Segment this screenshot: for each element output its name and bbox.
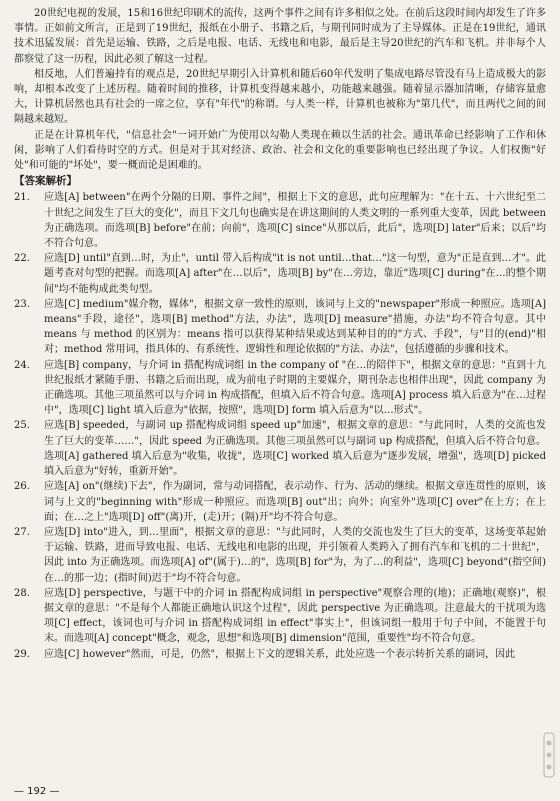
answer-item — [14, 418, 546, 479]
answer-item — [14, 647, 546, 662]
page-number: — 192 — — [14, 786, 60, 797]
answer-number: 22. — [14, 253, 30, 265]
watermark-icon — [542, 731, 556, 779]
answer-text: 应选[A] on"(继续)下去"，作为副词，常与动词搭配，表示动作、行为、活动的继续。根据文章连贯性的原则，该词与上文的"beginning with"形成一种照应。而选项[B] out"出；向外；向室外"选项[C] over"在上方；在上面；在…之上"选项[D] off"(离)开，(走)开；(隔)开"均不符合句意。 — [44, 481, 546, 523]
answer-item — [14, 586, 546, 647]
answer-text: 应选[C] medium"媒介物，媒体"，根据文章一致性的原则，该词与上文的"newspaper"形成一种照应。选项[A] means"手段，途径"，选项[B] method"方法，办法"，选项[D] measure"措施，办法"均不符合句意。其中 means 与 method 的区别为：means 指可以获得某种结果或达到某种目的的"方式、手段"，与"目的(end)"相对；method 常用词，指具体的、有系统性、逻辑性和理论依据的"方法、办法"，包括遵循的步骤和技术。 — [44, 298, 546, 356]
answer-number: 27. — [14, 526, 30, 538]
answer-list — [14, 190, 546, 661]
answer-text: 应选[D] perspective，与题干中的介词 in 搭配构成词组 in perspective"观察合理的(地)；正确地(观察)"，根据文章的意思："不是每个人都能正确地认识这个过程"，因此 perspective 为正确选项。注意最大的干扰项为选项[C] effect，该词也可与介词 in 搭配构成词组 in effect"事实上"，但该词组一般用于句子中间，不能置于句末。而选项[A] concept"概念，观念，思想"和选项[B] dimension"范围，重要性"均不符合句意。 — [44, 587, 546, 645]
passage-paragraph: 相反地，人们普遍持有的观点是，20世纪早期引入计算机和随后60年代发明了集成电路尽管没有马上造成极大的影响，却根本改变了上述历程。随着时间的推移，计算机变得越来越小，功能越来越强。随着显示器加清晰，存储容量愈大，计算机居然也具有社会的一席之位，享有"年代"的称谓。与人类一样，计算机也被称为"第几代"，而且两代之间的间隔越来越短。 — [14, 68, 546, 126]
answer-item — [14, 479, 546, 525]
answer-item — [14, 190, 546, 251]
answer-text: 应选[D] into"进入，到…里面"，根据文章的意思："与此同时，人类的交流也发生了巨大的变革，这场变革起始于运输、铁路，进而导致电报、电话、无线电和电影的出现，并引领着人类跨入了拥有汽车和飞机的二十世纪"，因此 into 为正确选项。而选项[A] of"(属于)…的"，选项[B] for"为，为了…的利益"，选项[C] beyond"(指空间)在…的那一边；(指时间)迟于"均不符合句意。 — [44, 526, 546, 584]
answer-heading: 【答案解析】 — [14, 175, 77, 188]
answer-item — [14, 297, 546, 358]
passage-paragraph: 20世纪电视的发展，15和16世纪印刷术的流传，这两个事件之间有许多相似之处。在前后这段时间内却发生了许多事情。正如前文所言，正是到了19世纪，报纸在小册子、书籍之后，与期刊同时成为了主导媒体。正是在19世纪，通讯技术迅猛发展：首先是运输、铁路，之后是电报、电话、无线电和电影，最后是主导20世纪的汽车和飞机。并非每个人都察觉了这一历程，因此必须了解这一过程。 — [14, 8, 546, 65]
answer-text: 应选[A] between"在两个分隔的日期、事件之间"，根据上下文的意思，此句应理解为："在十五、十六世纪至二十世纪之间发生了巨大的变化"，而且下文几句也确实是在讲这期间的人类文明的一系列重大变革，因此 between 为正确选项。而选项[B] before"在前；向前"，选项[C] since"从那以后，此后"，选项[D] later"后来；以后"均不符合句意。 — [44, 192, 546, 250]
answer-number: 23. — [14, 298, 30, 310]
answer-number: 28. — [14, 587, 30, 599]
answer-text: 应选[B] company，与介词 in 搭配构成词组 in the company of "在…的陪伴下"，根据文章的意思："直到十九世纪报纸才紧随手册、书籍之后而出现，成为前电子时期的主要媒介，期刊杂志也相伴出现"，因此 company 为正确选项。其他三项虽然可以与介词 in 构成搭配，但填入后不符合句意。选项[A] process 填入后意为"在…过程中"，选项[C] light 填入后意为"依据，按照"，选项[D] form 填入后意为"以…形式"。 — [44, 359, 546, 417]
answer-item — [14, 251, 546, 297]
answer-number: 26. — [14, 481, 30, 493]
answer-text: 应选[B] speeded，与副词 up 搭配构成词组 speed up"加速"，根据文章的意思："与此同时，人类的交流也发生了巨大的变革……"，因此 speed 为正确选项。其他三项虽然可以与副词 up 构成搭配，但填入后不符合句意。选项[A] gathered 填入后意为"收集，收拢"，选项[C] worked 填入后意为"逐步发展，增强"，选项[D] picked 填入后意为"好转，重新开始"。 — [44, 420, 546, 478]
passage — [14, 6, 546, 173]
answer-item — [14, 358, 546, 419]
answer-text: 应选[C] however"然而，可是，仍然"，根据上下文的逻辑关系，此处应选一个表示转折关系的副词，因此 — [44, 648, 516, 660]
answer-item — [14, 525, 546, 586]
answer-number: 21. — [14, 192, 30, 204]
answer-number: 29. — [14, 648, 30, 660]
answer-number: 25. — [14, 420, 30, 432]
passage-paragraph: 正是在计算机年代，"信息社会"一词开始广为使用以勾勒人类现在赖以生活的社会。通讯革命已经影响了工作和休闲，影响了人们看待时空的方式。但是对于其对经济、政治、社会和文化的重要影响也已经出现了争议。人们权衡"好处"和可能的"坏处"，要一概而论是困难的。 — [14, 129, 546, 172]
answer-number: 24. — [14, 359, 30, 371]
answer-text: 应选[D] until"直到…时，为止"，until 带入后构成"it is not until…that…"这一句型，意为"正是直到…才"。此题考查对句型的把握。而选项[A] after"在…以后"，选项[B] by"在…旁边，靠近"选项[C] during"在…的整个期间"均不能构成此类句型。 — [44, 253, 546, 295]
